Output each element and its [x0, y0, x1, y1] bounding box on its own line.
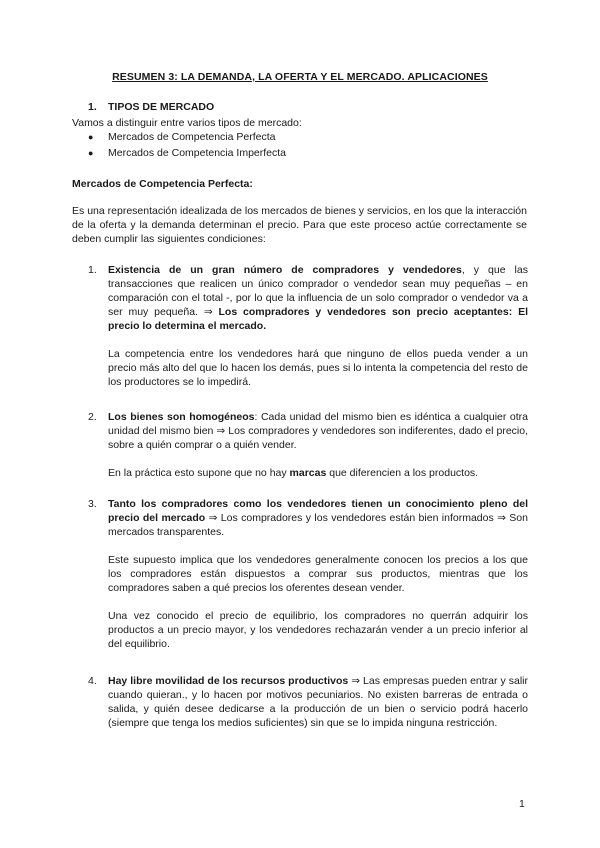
- condition-text: [108, 263, 528, 333]
- intro-paragraph: Es una representación idealizada de los mercados de bienes y servicios, en los que la interacción de la oferta y la demanda determinan el precio. Para que este proceso actúe correctamente se deben cumplir las siguientes condiciones:: [72, 205, 527, 245]
- condition-paragraph: [108, 466, 528, 480]
- condition-3: [88, 497, 528, 651]
- subheading: Mercados de Competencia Perfecta:: [72, 178, 253, 190]
- intro-line: Vamos a distinguir entre varios tipos de mercado:: [72, 117, 302, 129]
- condition-bold: Los bienes son homogéneos: [108, 411, 255, 423]
- document-title: RESUMEN 3: LA DEMANDA, LA OFERTA Y EL MERCADO. APLICACIONES: [112, 71, 488, 83]
- condition-paragraph-bold: marcas: [289, 467, 327, 479]
- condition-text: [108, 674, 528, 730]
- condition-number: 2.: [88, 411, 97, 423]
- condition-text: [108, 497, 528, 539]
- section-title: TIPOS DE MERCADO: [108, 101, 215, 113]
- page-number: 1: [519, 798, 525, 810]
- condition-paragraph: Este supuesto implica que los vendedores generalmente conocen los precios a los que los compradores están dispuestos a comprar sus productos, mientras que los compradores saben a qué precios los oferentes desean vender.: [108, 554, 528, 594]
- condition-body: , y que las transacciones que realicen un único comprador o vendedor sean muy pequeñas – en comparación con el total -, por lo que la influencia de un solo comprador o vendedor va a ser muy pequeña. ⇒: [108, 264, 528, 318]
- condition-paragraph: Una vez conocido el precio de equilibrio, los compradores no querrán adquirir los productos a un precio mayor, y los vendedores rechazarán vender a un precio inferior al del equilibrio.: [108, 610, 528, 650]
- condition-number: 4.: [88, 675, 97, 687]
- condition-conclusion: Los compradores y vendedores son precio aceptantes: El precio lo determina el mercado.: [108, 306, 529, 332]
- condition-paragraph: La competencia entre los vendedores hará que ninguno de ellos pueda vender a un precio más alto del que lo hacen los demás, pues si lo intenta la competencia del resto de los productores se lo impedirá.: [108, 348, 528, 388]
- condition-number: 3.: [88, 498, 97, 510]
- condition-body: : Cada unidad del mismo bien es idéntica a cualquier otra unidad del mismo bien ⇒ Los compradores y vendedores son indiferentes, dado el precio, sobre a quién comprar o a quién vender.: [108, 411, 528, 451]
- list-item: ● Mercados de Competencia Imperfecta: [88, 146, 286, 162]
- section-heading: [88, 100, 214, 114]
- condition-bold: Hay libre movilidad de los recursos productivos: [108, 675, 349, 687]
- condition-2: [88, 410, 528, 480]
- condition-paragraph-pre: En la práctica esto supone que no hay: [108, 467, 290, 479]
- condition-number: 1.: [88, 264, 97, 276]
- condition-4: [88, 674, 528, 730]
- condition-paragraph-post: que diferencien a los productos.: [326, 467, 479, 479]
- list-item: ● Mercados de Competencia Perfecta: [88, 130, 286, 146]
- condition-1: [88, 263, 528, 389]
- condition-bold: Existencia de un gran número de compradores y vendedores: [108, 264, 462, 276]
- condition-body: ⇒ Las empresas pueden entrar y salir cuando quieran., y lo hacen por motivos pecuniarios. No existen barreras de entrada o salida, y quién desee dedicarse a la producción de un bien o servicio podrá hacerlo (siempre que tenga los medios suficientes) sin que se lo impida ninguna restricción.: [108, 675, 528, 729]
- condition-bold: Tanto los compradores como los vendedores tienen un conocimiento pleno del precio del mercado: [108, 498, 528, 524]
- market-types-list: [88, 130, 286, 162]
- condition-text: [108, 410, 528, 452]
- condition-body: ⇒ Los compradores y los vendedores están bien informados ⇒ Son mercados transparentes.: [108, 512, 528, 538]
- section-number: 1.: [88, 101, 97, 113]
